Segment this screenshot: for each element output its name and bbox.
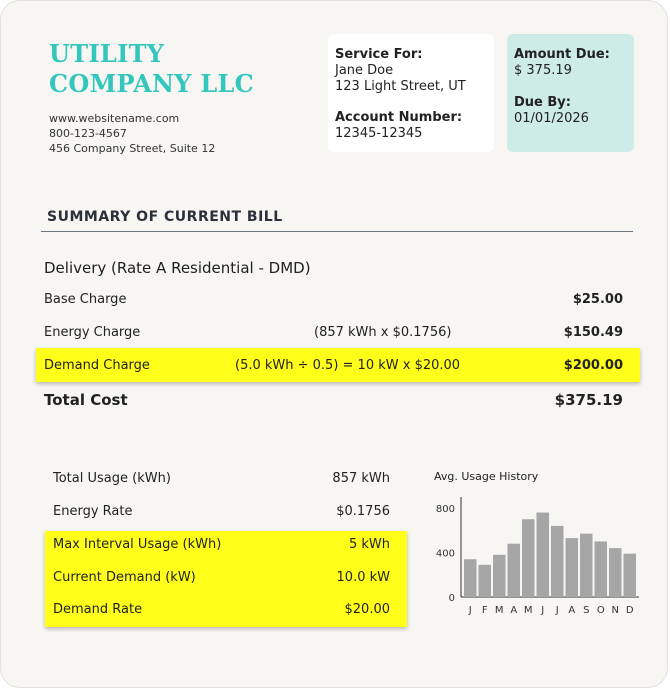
x-tick-label: M (494, 605, 504, 616)
due-date: 01/01/2026 (514, 111, 589, 126)
x-tick-label: M (523, 605, 533, 616)
energy-charge-detail: (857 kWh x $0.1756) (314, 325, 452, 340)
usage-bar (580, 534, 593, 597)
usage-bar (624, 554, 637, 597)
demand-charge-amount: $200.00 (563, 358, 623, 373)
x-tick-label: J (541, 605, 545, 616)
chart-title: Avg. Usage History (434, 470, 539, 483)
x-tick-label: O (596, 605, 605, 616)
usage-bar (595, 541, 608, 597)
company-contact (49, 111, 215, 156)
usage-bar (566, 538, 579, 597)
current-demand-value: 10.0 kW (336, 570, 390, 585)
usage-bar (508, 544, 521, 597)
usage-bar (493, 555, 506, 597)
summary-divider (41, 231, 633, 232)
account-number-label: Account Number: (335, 110, 463, 125)
energy-charge-amount: $150.49 (563, 325, 623, 340)
energy-charge-label: Energy Charge (44, 325, 141, 340)
max-interval-usage-value: 5 kWh (348, 537, 390, 552)
usage-bar (479, 565, 492, 597)
usage-bar (522, 519, 535, 597)
company-address: 456 Company Street, Suite 12 (49, 142, 216, 155)
usage-bar (537, 513, 550, 597)
current-demand-label: Current Demand (kW) (53, 570, 196, 585)
company-name-line1: UTILITY (49, 39, 165, 68)
due-by-label: Due By: (514, 95, 571, 110)
x-tick-label: A (510, 605, 518, 616)
x-tick-label: J (468, 605, 472, 616)
usage-bar (609, 548, 622, 597)
total-cost-amount: $375.19 (554, 391, 623, 409)
y-tick-label: 400 (435, 548, 455, 560)
amount-due-label: Amount Due: (514, 47, 610, 62)
energy-rate-label: Energy Rate (53, 504, 133, 519)
max-interval-usage-label: Max Interval Usage (kWh) (53, 537, 222, 552)
company-name (49, 39, 254, 99)
base-charge-amount: $25.00 (572, 292, 623, 307)
x-tick-label: F (481, 605, 488, 616)
service-for-label: Service For: (335, 47, 423, 62)
energy-rate-value: $0.1756 (336, 504, 390, 519)
x-tick-label: A (568, 605, 576, 616)
total-usage-value: 857 kWh (332, 471, 390, 486)
usage-history-chart (421, 489, 651, 621)
base-charge-label: Base Charge (44, 292, 127, 307)
y-tick-label: 0 (448, 593, 455, 604)
demand-rate-value: $20.00 (344, 602, 390, 617)
delivery-section-heading: Delivery (Rate A Residential - DMD) (44, 259, 311, 277)
demand-charge-detail: (5.0 kWh ÷ 0.5) = 10 kW x $20.00 (235, 358, 461, 373)
y-tick-label: 800 (435, 504, 455, 516)
usage-bar (464, 559, 477, 597)
x-tick-label: D (625, 605, 634, 616)
x-tick-label: S (583, 605, 590, 616)
amount-due-box (507, 34, 634, 152)
company-website[interactable]: www.websitename.com (49, 112, 180, 125)
service-info-box (328, 34, 494, 152)
demand-rate-label: Demand Rate (53, 602, 143, 617)
usage-bar (551, 526, 564, 597)
x-tick-label: J (555, 605, 559, 616)
account-number: 12345-12345 (335, 126, 423, 141)
amount-due-value: $ 375.19 (514, 63, 572, 78)
x-tick-label: N (611, 605, 619, 616)
summary-title: SUMMARY OF CURRENT BILL (47, 209, 283, 225)
total-cost-label: Total Cost (44, 391, 128, 409)
company-name-line2: COMPANY LLC (49, 69, 255, 98)
customer-address: 123 Light Street, UT (335, 79, 466, 94)
total-usage-label: Total Usage (kWh) (53, 471, 171, 486)
customer-name: Jane Doe (335, 63, 394, 78)
company-phone: 800-123-4567 (49, 127, 127, 140)
demand-charge-label: Demand Charge (44, 358, 150, 373)
